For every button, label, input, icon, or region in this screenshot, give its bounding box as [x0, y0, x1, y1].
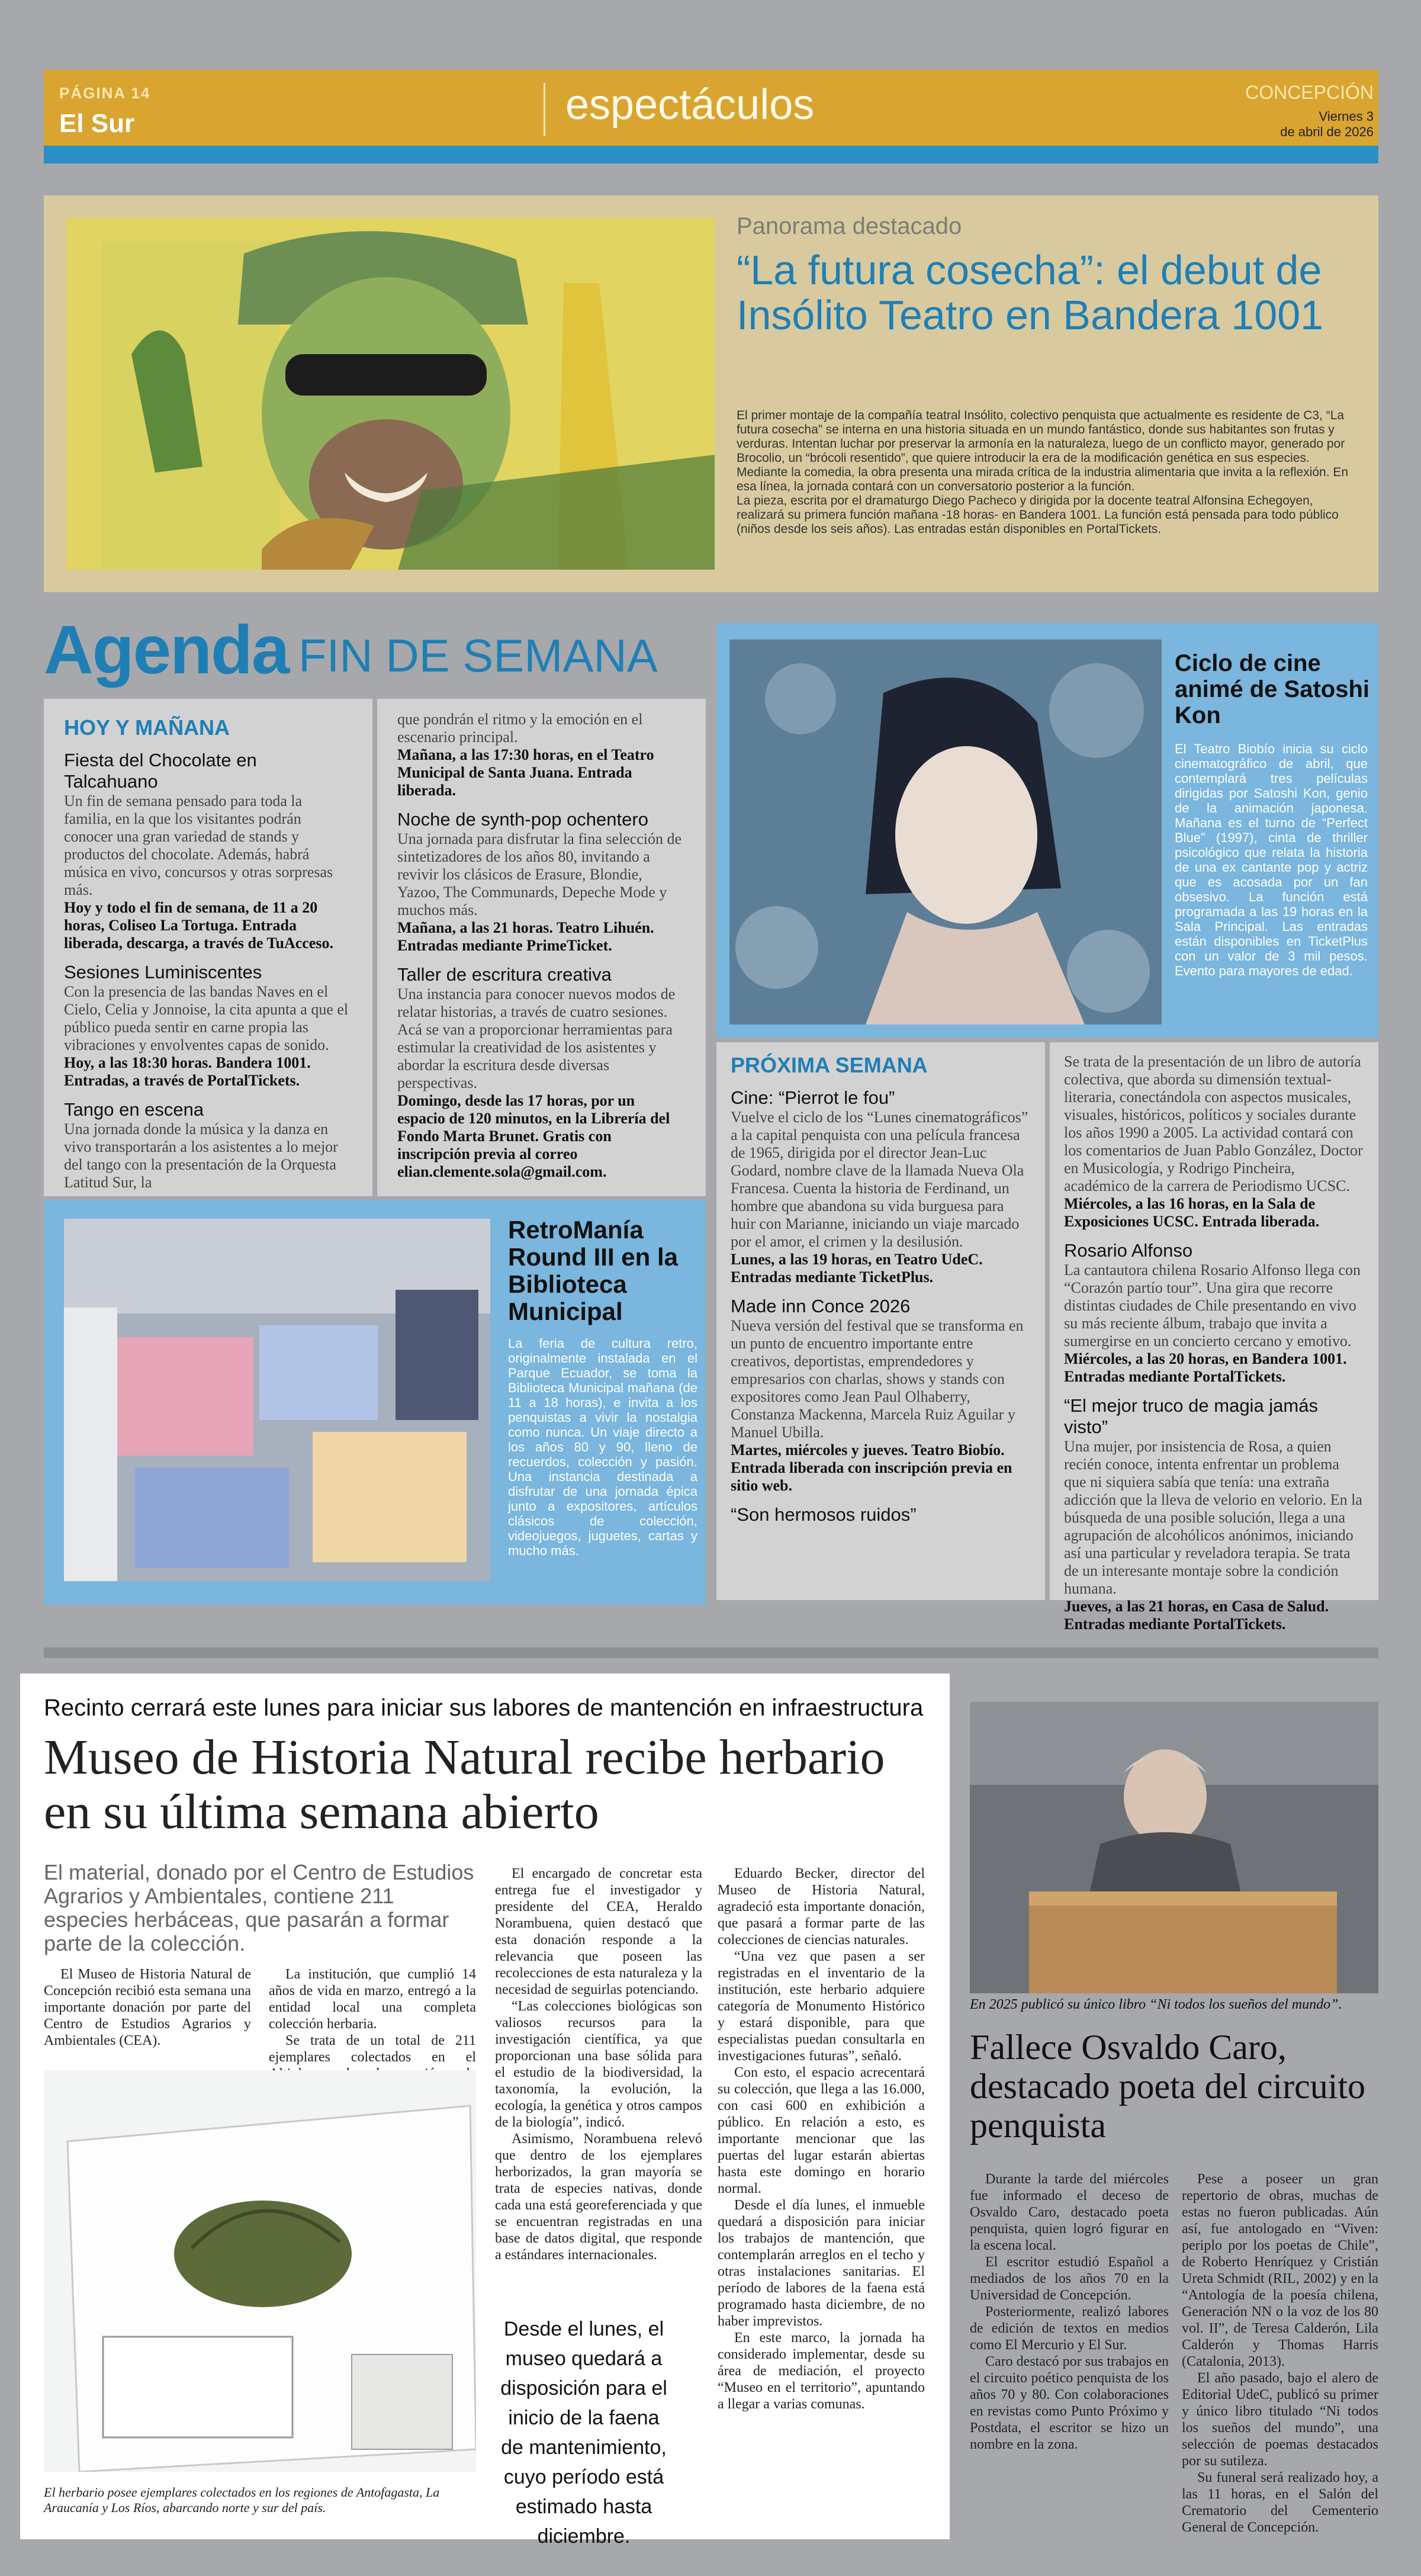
event-details: Domingo, desde las 17 horas, por un espacio de 120 minutos, en la Librería del Fondo Marta Brunet. Gratis con inscripción previa al correo elian.clemente.sola@gmail.com. — [397, 1092, 670, 1180]
event-title: Made inn Conce 2026 — [731, 1296, 911, 1316]
event-description: Un fin de semana pensado para toda la familia, en la que los visitantes podrán conocer una gran variedad de stands y productos del chocolate. Además, habrá música en vivo, concursos y otras sorpresas más. — [64, 792, 333, 898]
event-description: Una mujer, por insistencia de Rosa, a quien recién conoce, intenta enfrentar un problema que ni siquiera sabía que tenía: una extraña adicción que la lleva de velorio en velorio. En la búsqueda de una posible solución, llega a una agrupación de alcohólicos anónimos, iniciando así una particular y reveladora terapia. Se trata de un interesante montaje sobre la condición humana. — [1064, 1438, 1362, 1597]
event-details: Lunes, a las 19 horas, en Teatro UdeC. Entradas mediante TicketPlus. — [731, 1251, 983, 1286]
event-details: Martes, miércoles y jueves. Teatro Biobío. Entrada liberada con inscripción previa en sitio web. — [731, 1441, 1012, 1494]
agenda-column-4 — [1050, 1042, 1378, 1633]
agenda-column-2 — [377, 699, 706, 1196]
caro-paragraph: Caro destacó por sus trabajos en el circuito poético penquista de los años 70 y 80. Con colaboraciones en revistas como Punto Próximo y Postdata, el escritor se hizo un nombre en la zona. — [970, 2354, 1169, 2452]
date-label — [1280, 109, 1374, 140]
museum-column-1 — [44, 1966, 251, 2049]
event-description: Vuelve el ciclo de los “Lunes cinematográficos” a la capital penquista con una película francesa de 1965, dirigida por el director Jean-Luc Godard, nombre clave de la llamada Nueva Ola Francesa. Cuenta la historia de Ferdinand, un hombre que abandona su vida burguesa para huir con Marianne, iniciando un viaje marcado por el amor, el crimen y la desilusión. — [731, 1109, 1028, 1250]
event-details: Hoy y todo el fin de semana, de 11 a 20 horas, Coliseo La Tortuga. Entrada liberada, descarga, a través de TuAcceso. — [64, 899, 333, 952]
museum-kicker: Recinto cerrará este lunes para iniciar sus labores de mantención en infraestructura — [44, 1695, 924, 1721]
museum-paragraph: La institución, que cumplió 14 años de vida en marzo, entregó a la entidad local una completa colección herbaria. — [269, 1967, 476, 2032]
agenda-subtitle: FIN DE SEMANA — [298, 629, 658, 682]
event-title: Cine: “Pierrot le fou” — [731, 1087, 895, 1108]
caro-paragraph: Durante la tarde del miércoles fue informado el deceso de Osvaldo Caro, destacado poeta penquista, quien logró figurar en la escena local. — [970, 2172, 1169, 2253]
featured-paragraph: El primer montaje de la compañía teatral Insólito, colectivo penquista que actualmente es residente de C3, “La futura cosecha” se interna en una historia situada en un mundo fantástico, donde sus habitantes son frutas y verduras. Intentan luchar por preservar la armonía en la naturaleza, luego de un conflicto mayor, generado por Brocolio, un “brócoli resentido”, que quiere introducir la era de la modificación genética en sus especies. Mediante la comedia, la obra presenta una mirada crítica de la industria alimentaria que invita a la reflexión. En esa línea, la jornada contará con un conversatorio posterior a la función. — [737, 409, 1349, 493]
caro-caption: En 2025 publicó su único libro “Ni todos los sueños del mundo”. — [970, 1997, 1342, 2012]
herbarium-photo — [44, 2070, 476, 2472]
caro-paragraph: Posteriormente, realizó labores de edición de textos en medios como El Mercurio y El Sur. — [970, 2304, 1169, 2353]
agenda-title: Agenda — [44, 611, 289, 688]
event-details: Hoy, a las 18:30 horas. Bandera 1001. Entradas, a través de PortalTickets. — [64, 1054, 311, 1089]
caro-paragraph: Su funeral será realizado hoy, a las 11 horas, en el Salón del Crematorio del Cementerio General de Concepción. — [1182, 2470, 1378, 2535]
perfect-blue-illustration — [729, 640, 1162, 1024]
featured-kicker: Panorama destacado — [737, 213, 962, 239]
caro-column-1 — [970, 2171, 1169, 2453]
event-description: Una jornada donde la música y la danza en vivo transportarán a los asistentes a lo mejor del tango con la presentación de la Orquesta Latitud Sur, la — [64, 1120, 338, 1191]
agenda-column-1 — [44, 699, 372, 1196]
featured-headline: “La futura cosecha”: el debut de Insólito Teatro en Bandera 1001 — [737, 247, 1324, 338]
museum-headline: Museo de Historia Natural recibe herbario en su última semana abierto — [44, 1730, 885, 1839]
event-description: Se trata de la presentación de un libro de autoría colectiva, que aborda su dimensión textual-literaria, conectándola con aspectos musicales, visuales, históricos, políticos y sociales durante los años 1990 a 2005. La actividad contará con los comentarios de Juan Pablo González, Doctor en Musicología, y Rodrigo Pincheira, académico de la carrera de Periodismo UCSC. — [1064, 1053, 1363, 1194]
event-title: Fiesta del Chocolate en Talcahuano — [64, 750, 257, 792]
agenda-column-3 — [716, 1042, 1045, 1600]
header-blue-stripe — [44, 146, 1378, 163]
newspaper-name: El Sur — [59, 109, 135, 138]
museum-column-3 — [495, 1865, 702, 2263]
event-title: “Son hermosos ruidos” — [731, 1504, 917, 1525]
section-head-proxima: PRÓXIMA SEMANA — [731, 1053, 928, 1077]
event-title: Noche de synth-pop ochentero — [397, 809, 648, 830]
event-details: Miércoles, a las 20 horas, en Bandera 1001. Entradas mediante PortalTickets. — [1064, 1350, 1347, 1385]
featured-paragraph: La pieza, escrita por el dramaturgo Diego Pacheco y dirigida por la docente teatral Alfonsina Echegoyen, realizará su primera función mañana -18 horas- en Bandera 1001. La función está pensada para todo público (niños desde los seis años). Las entradas están disponibles en PortalTickets. — [737, 494, 1339, 536]
museum-paragraph: En este marco, la jornada ha considerado implementar, desde su área de mediación, el proyecto “Museo en el territorio”, apuntando a llegar a varias comunas. — [718, 2330, 925, 2412]
event-details: Jueves, a las 21 horas, en Casa de Salud. Entradas mediante PortalTickets. — [1064, 1598, 1329, 1633]
caro-paragraph: El año pasado, bajo el alero de Editorial UdeC, publicó su primer y único libro titulado “Ni todos los sueños del mundo”, una selección de poemas destacados por su sutileza. — [1182, 2371, 1378, 2469]
caro-paragraph: El escritor estudió Español a mediados de los años 70 en la Universidad de Concepción. — [970, 2254, 1169, 2303]
event-description: Nueva versión del festival que se transforma en un punto de encuentro importante entre creativos, deportistas, emprendedores y empresarios con charlas, shows y stands con expositores como Jean Paul Olhaberry, Constanza Mackenna, Marcela Ruiz Aguilar y Manuel Ubilla. — [731, 1317, 1024, 1441]
anime-cycle-title: Ciclo de cine animé de Satoshi Kon — [1175, 650, 1369, 728]
museum-paragraph: Eduardo Becker, director del Museo de Historia Natural, agradeció esta importante donación, que pasará a formar parte de las colecciones de ciencias naturales. — [718, 1866, 925, 1948]
event-title: Rosario Alfonso — [1064, 1240, 1193, 1261]
caro-column-2 — [1182, 2171, 1378, 2536]
event-description: La cantautora chilena Rosario Alfonso llega con “Corazón partío tour”. Una gira que recorre distintas ciudades de Chile presentando en vivo su más reciente álbum, trabajo que invita a sumergirse en un concierto cercano y emotivo. — [1064, 1261, 1361, 1350]
anime-cycle-body: El Teatro Biobío inicia su ciclo cinematográfico de abril, que contemplará tres películas dirigidas por Satoshi Kon, genio de la animación japonesa. Mañana es el turno de “Perfect Blue” (1997), cinta de thriller psicológico que relata la historia de una ex cantante pop y actriz que es acosada por un fan obsesivo. La función está programada a las 19 horas en la Sala Principal. Las entradas están disponibles en TicketPlus con un valor de 3 mil pesos. Evento para mayores de edad. — [1175, 741, 1368, 978]
event-title: Tango en escena — [64, 1099, 204, 1120]
caro-paragraph: Pese a poseer un gran repertorio de obras, muchas de estas no fueron publicadas. Aún así, fue antologado en “Viven: periplo por los poetas de Chile”, de Roberto Henríquez y Cristián Ureta Schmidt (RIL, 2002) y en la “Antología de la poesía chilena, Generación NN o la voz de los 80 vol. II”, de Teresa Calderón, Lila Calderón y Thomas Harris (Catalonia, 2013). — [1182, 2172, 1378, 2369]
event-description: Una instancia para conocer nuevos modos de relatar historias, a través de cuatro sesiones. Acá se van a proporcionar herramientas para estimular la creatividad de los asistentes y abordar la escritura desde diversas perspectivas. — [397, 985, 676, 1091]
section-title: espectáculos — [565, 81, 815, 129]
event-description: Con la presencia de las bandas Naves en el Cielo, Celia y Jonnoise, la cita apunta a que el público pueda sentir en carne propia las vibraciones y envolventes capas de sonido. — [64, 983, 349, 1053]
event-description: que pondrán el ritmo y la emoción en el escenario principal. — [397, 711, 643, 746]
event-details: Miércoles, a las 16 horas, en la Sala de Exposiciones UCSC. Entrada liberada. — [1064, 1195, 1320, 1230]
date-line-2: de abril de 2026 — [1280, 124, 1374, 139]
museum-paragraph: El Museo de Historia Natural de Concepción recibió esta semana una importante donación por parte del Centro de Estudios Agrarios y Ambientales (CEA). — [44, 1967, 251, 2048]
osvaldo-caro-photo — [970, 1702, 1378, 1993]
museum-pull-quote: Desde el lunes, el museo quedará a disposición para el inicio de la faena de mantenimiento, cuyo período está estimado hasta diciembre. — [500, 2318, 667, 2548]
featured-photo — [66, 218, 715, 570]
page-number: PÁGINA 14 — [59, 84, 151, 102]
caro-headline: Fallece Osvaldo Caro, destacado poeta del circuito penquista — [970, 2028, 1366, 2145]
museum-lead: El material, donado por el Centro de Estudios Agrarios y Ambientales, contiene 211 especies herbáceas, que pasarán a formar parte de la colección. — [44, 1860, 474, 1955]
event-details: Mañana, a las 17:30 horas, en el Teatro Municipal de Santa Juana. Entrada liberada. — [397, 746, 654, 799]
event-title: “El mejor truco de magia jamás visto” — [1064, 1395, 1318, 1437]
event-title: Taller de escritura creativa — [397, 964, 612, 985]
museum-column-4 — [718, 1865, 925, 2413]
retromania-photo — [64, 1219, 490, 1581]
retromania-title: RetroManía Round III en la Biblioteca Municipal — [508, 1216, 679, 1325]
city-label: CONCEPCIÓN — [1245, 82, 1374, 103]
retromania-body: La feria de cultura retro, originalmente instalada en el Parque Ecuador, se toma la Biblioteca Municipal mañana (de 11 a 18 horas), e invita a los penquistas a vivir la nostalgia como nunca. Un viaje directo a los años 80 y 90, lleno de recuerdos, colección y pasión. Una instancia destinada a disfrutar de una jornada épica junto a expositores, artículos clásicos de colección, videojuegos, juguetes, cartas y mucho más. — [508, 1336, 697, 1558]
museum-paragraph: Se trata de un total de 211 ejemplares colectados en el — [269, 2033, 476, 2065]
section-head-hoy: HOY Y MAÑANA — [64, 715, 230, 740]
museum-paragraph: Con esto, el espacio acrecentará su colección, que llega a las 16.000, con casi 600 en exhibición a público. En relación a esto, es importante mencionar que las puertas del lugar estarán abiertas hasta este domingo en horario normal. — [718, 2065, 925, 2196]
header-separator — [544, 83, 545, 136]
museum-paragraph: “Una vez que pasen a ser registradas en el inventario de la institución, este herbario adquiere categoría de Monumento Histórico y estará disponible, para que especialistas puedan consultarla en investigaciones futuras”, señaló. — [718, 1949, 925, 2064]
museum-paragraph: Desde el día lunes, el inmueble quedará a disposición para iniciar los trabajos de mantención, que contemplarán arreglos en el techo y otras instalaciones sanitarias. El período de labores de la faena está programado hasta diciembre, de no haber imprevistos. — [718, 2198, 925, 2329]
museum-paragraph: El encargado de concretar esta entrega fue el investigador y presidente del CEA, Heraldo Norambuena, quien destacó que esta donación responde a la relevancia que poseen las recolecciones de esta naturaleza y la necesidad de seguirlas potenciando. — [495, 1866, 702, 1997]
event-details: Mañana, a las 21 horas. Teatro Lihuén. Entradas mediante PrimeTicket. — [397, 919, 654, 954]
section-divider — [44, 1647, 1378, 1658]
event-description: Una jornada para disfrutar la fina selección de sintetizadores de los años 80, invitando a revivir los clásicos de Erasure, Blondie, Yazoo, The Communards, Depeche Mode y muchos más. — [397, 830, 682, 918]
date-line-1: Viernes 3 — [1319, 109, 1374, 124]
featured-body — [737, 409, 1363, 537]
museum-paragraph: Asimismo, Norambuena relevó que dentro de los ejemplares herborizados, la gran mayoría se trata de especies nativas, donde cada una está georeferenciada y que se encuentran registradas en una base de datos digital, que responde a estándares internacionales. — [495, 2131, 702, 2263]
event-title: Sesiones Luminiscentes — [64, 962, 262, 982]
herbarium-caption: El herbario posee ejemplares colectados en los regiones de Antofagasta, La Araucanía y Los Ríos, abarcando norte y sur del país. — [44, 2485, 440, 2515]
museum-paragraph: “Las colecciones biológicas son valiosos recursos para la investigación científica, ya que proporcionan una base sólida para el estudio de la biodiversidad, la taxonomía, la evolución, la ecología, la genética y otros campos de la biología”, indicó. — [495, 1999, 702, 2130]
